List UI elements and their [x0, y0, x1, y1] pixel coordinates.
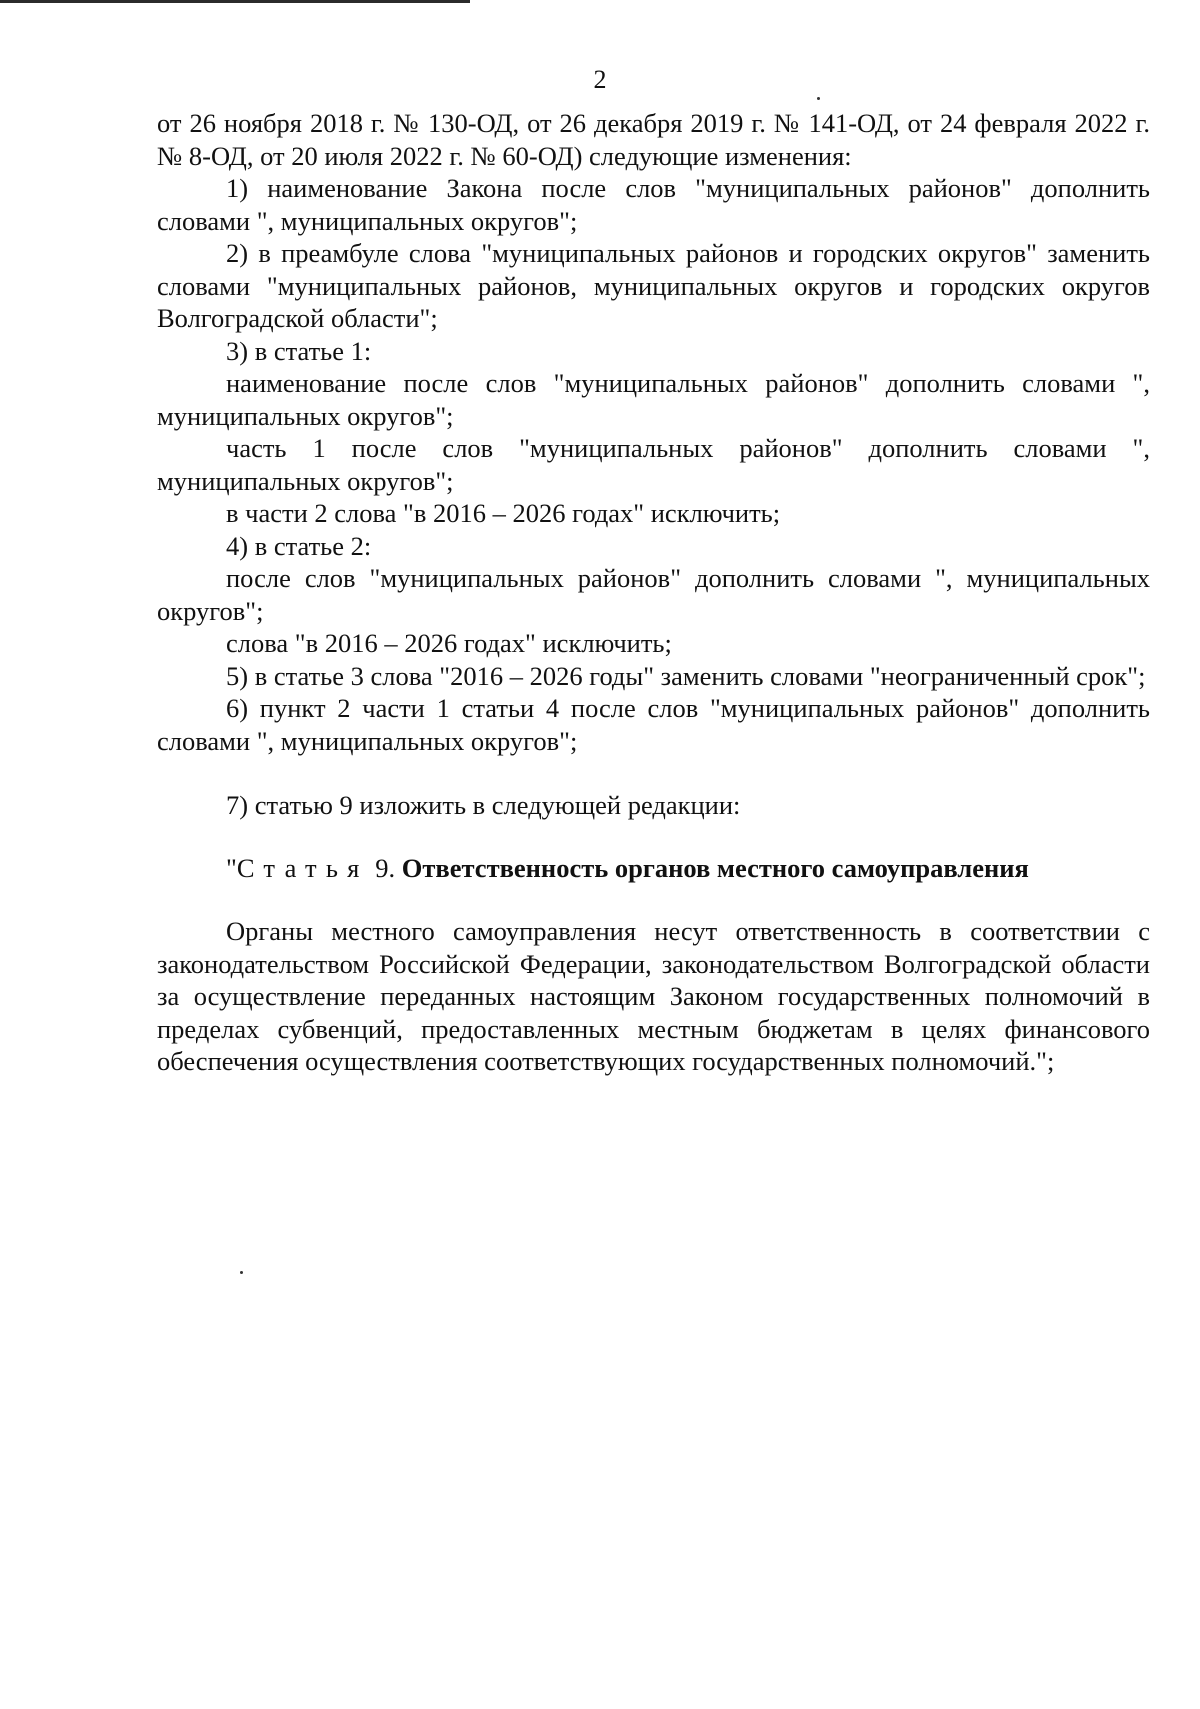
scan-edge-line — [0, 0, 470, 3]
paragraph-item-2: 2) в преамбуле слова "муниципальных районов и городских округов" заменить словами "муниципальных районов, муниципальных округов и городских округов Волгоградской области"; — [157, 238, 1150, 333]
article-body: Органы местного самоуправления несут ответственность в соответствии с законодательством Российской Федерации, законодательством Волгоградской области за осуществление переданных настоящим Законом государственных полномочий в пределах субвенций, предоставленных местным бюджетам в целях финансового обеспечения осуществления соответствующих государственных полномочий."; — [157, 916, 1150, 1076]
article-title: Ответственность органов местного самоуправления — [401, 852, 1029, 883]
paragraph-item-3: 3) в статье 1: — [226, 335, 372, 366]
paragraph-item-5: 5) в статье 3 слова "2016 – 2026 годы" заменить словами "неограниченный срок"; — [226, 660, 1146, 691]
paragraph-item-6: 6) пункт 2 части 1 статьи 4 после слов "муниципальных районов" дополнить словами ", муниципальных округов"; — [157, 693, 1150, 756]
article-heading — [157, 852, 1150, 885]
paragraph-item-4: 4) в статье 2: — [226, 530, 372, 561]
paragraph-item-3-part-2: в части 2 слова "в 2016 – 2026 годах" исключить; — [226, 498, 781, 528]
page-number: 2 — [593, 65, 607, 94]
paragraph-item-3-part-1: часть 1 после слов "муниципальных районов" дополнить словами ", муниципальных округов"; — [157, 433, 1150, 496]
paragraph-item-7: 7) статью 9 изложить в следующей редакции: — [226, 790, 741, 820]
scan-speck — [240, 1271, 243, 1274]
paragraph-intro: от 26 ноября 2018 г. № 130-ОД, от 26 декабря 2019 г. № 141-ОД, от 24 февраля 2022 г. № 8-ОД, от 20 июля 2022 г. № 60-ОД) следующие изменения: — [157, 108, 1150, 171]
paragraph-item-4-exclude: слова "в 2016 – 2026 годах" исключить; — [226, 628, 672, 658]
document-body — [157, 107, 1150, 1078]
scan-speck — [817, 97, 820, 100]
paragraph-item-1: 1) наименование Закона после слов "муниципальных районов" дополнить словами ", муниципальных округов"; — [157, 173, 1150, 236]
article-word: Статья — [236, 852, 369, 883]
paragraph-item-3-name: наименование после слов "муниципальных районов" дополнить словами ", муниципальных округов"; — [157, 368, 1150, 431]
paragraph-item-4-words: после слов "муниципальных районов" дополнить словами ", муниципальных округов"; — [157, 563, 1150, 626]
article-open-quote: " — [226, 852, 237, 883]
article-number: 9. — [375, 852, 396, 883]
